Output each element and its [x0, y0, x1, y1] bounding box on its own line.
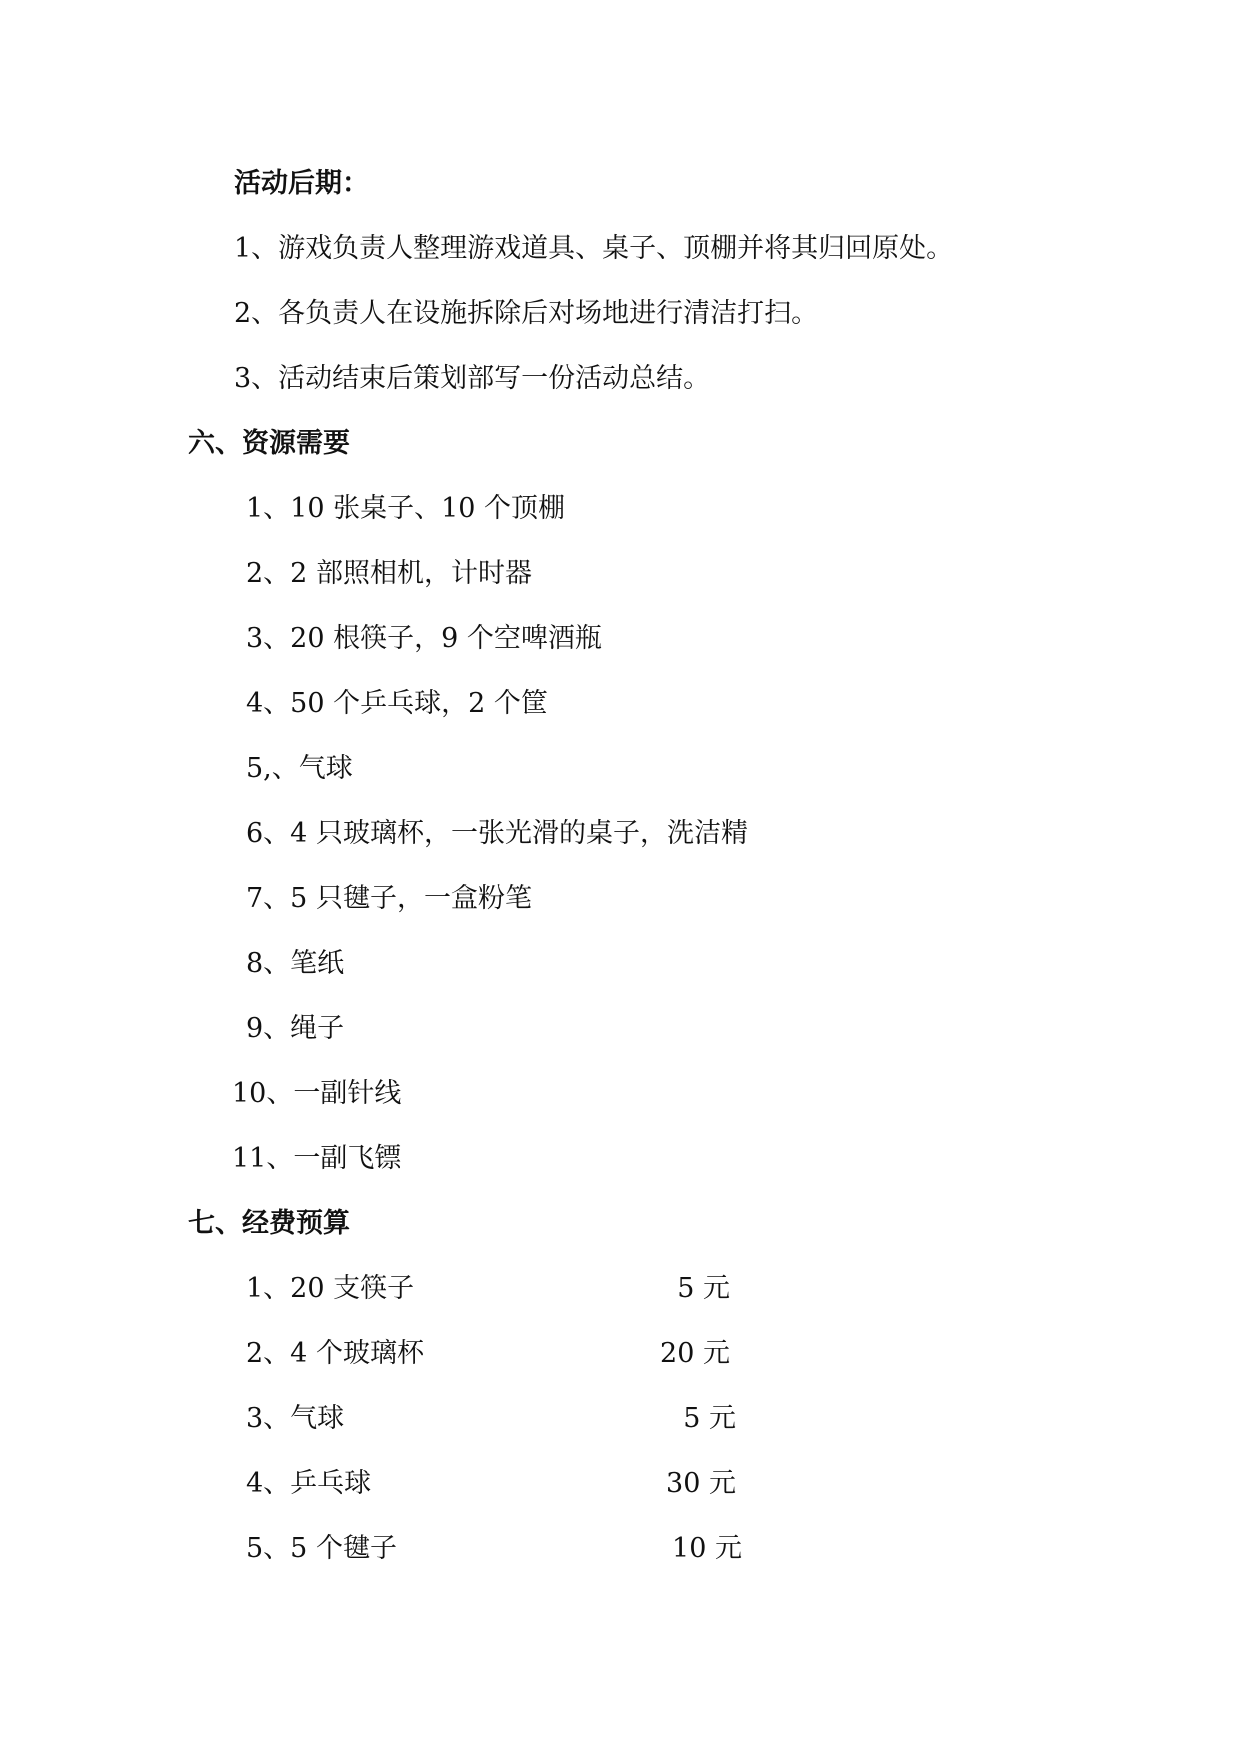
budget-item-amount: 5 元: [683, 1403, 736, 1434]
resource-item-2: 2、2 部照相机，计时器: [246, 558, 532, 589]
resource-item-9: 9、绳子: [246, 1013, 345, 1044]
budget-item-amount: 30 元: [666, 1468, 736, 1499]
resources-heading: 六、资源需要: [188, 428, 350, 459]
budget-item-label: 1、20 支筷子: [246, 1273, 415, 1304]
budget-item-label: 2、4 个玻璃杯: [246, 1338, 424, 1369]
resource-item-7: 7、5 只毽子，一盒粉笔: [246, 883, 532, 914]
post-activity-item-1: 1、游戏负责人整理游戏道具、桌子、顶棚并将其归回原处。: [234, 233, 954, 264]
resource-item-8: 8、笔纸: [246, 948, 345, 979]
resource-item-11: 11、一副飞镖: [232, 1143, 402, 1174]
budget-item-amount: 10 元: [672, 1533, 742, 1564]
budget-item-amount: 20 元: [660, 1338, 730, 1369]
budget-item-label: 4、乒乓球: [246, 1468, 372, 1499]
budget-item-label: 3、气球: [246, 1403, 345, 1434]
budget-heading: 七、经费预算: [188, 1208, 350, 1239]
post-activity-item-2: 2、各负责人在设施拆除后对场地进行清洁打扫。: [234, 298, 819, 329]
resource-item-10: 10、一副针线: [232, 1078, 402, 1109]
budget-item-label: 5、5 个毽子: [246, 1533, 397, 1564]
resource-item-5: 5,、气球: [246, 753, 353, 784]
post-activity-heading: 活动后期：: [234, 168, 369, 199]
budget-item-amount: 5 元: [677, 1273, 730, 1304]
resource-item-6: 6、4 只玻璃杯，一张光滑的桌子，洗洁精: [246, 818, 748, 849]
resource-item-3: 3、20 根筷子，9 个空啤酒瓶: [246, 623, 602, 654]
resource-item-4: 4、50 个乒乓球，2 个筐: [246, 688, 548, 719]
post-activity-item-3: 3、活动结束后策划部写一份活动总结。: [234, 363, 711, 394]
resource-item-1: 1、10 张桌子、10 个顶棚: [246, 493, 566, 524]
